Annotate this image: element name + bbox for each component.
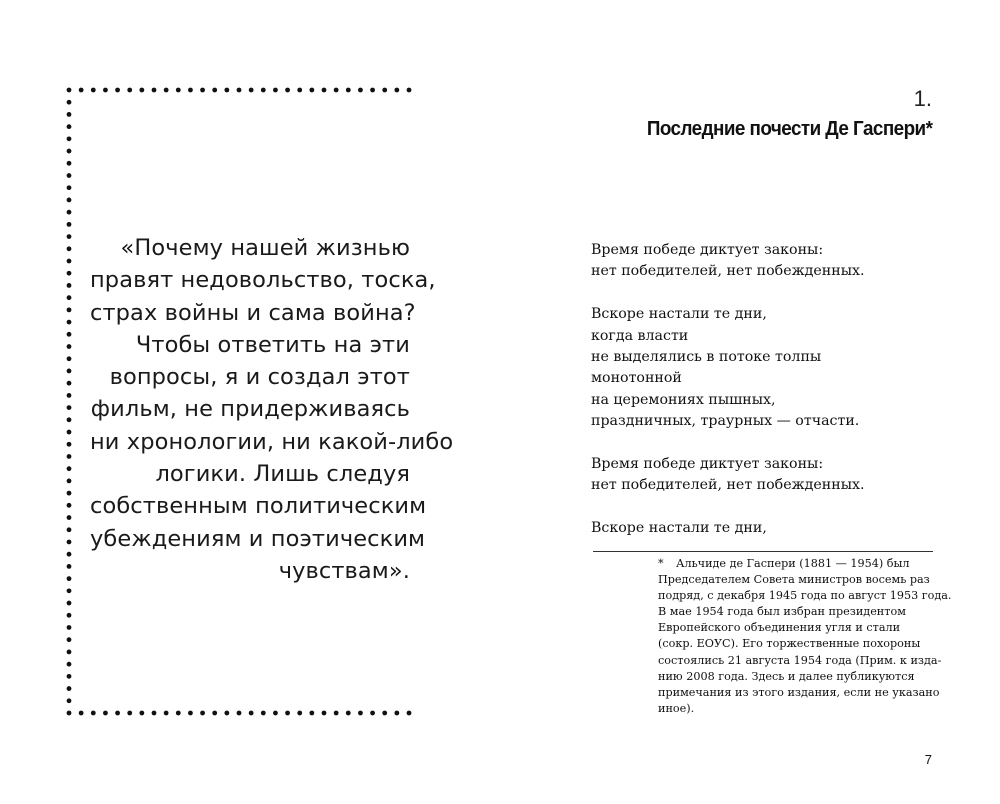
- poem-line: нет победителей, нет побежденных.: [591, 263, 865, 280]
- frame-dot: [309, 711, 314, 716]
- frame-dot: [67, 344, 72, 349]
- footnote-line: Альчиде де Гаспери (1881 — 1954) был: [676, 557, 910, 570]
- frame-dot: [67, 479, 72, 484]
- frame-dot: [67, 637, 72, 642]
- frame-dot: [358, 88, 363, 93]
- frame-dot: [67, 198, 72, 203]
- frame-dot: [67, 173, 72, 178]
- frame-dot: [127, 88, 132, 93]
- frame-dot: [382, 711, 387, 716]
- frame-dot: [67, 613, 72, 618]
- frame-dot: [67, 540, 72, 545]
- frame-dot: [152, 711, 157, 716]
- frame-dot: [297, 711, 302, 716]
- frame-dot: [67, 405, 72, 410]
- frame-dot: [67, 417, 72, 422]
- frame-dot: [115, 88, 120, 93]
- frame-dot: [370, 711, 375, 716]
- quote-line: чувствам».: [278, 557, 410, 584]
- frame-dot: [370, 88, 375, 93]
- frame-dot: [176, 88, 181, 93]
- frame-dot: [139, 711, 144, 716]
- frame-dot: [346, 711, 351, 716]
- frame-dot: [67, 381, 72, 386]
- frame-dot: [237, 711, 242, 716]
- footnote-line: иное).: [658, 701, 695, 715]
- frame-dot: [79, 711, 84, 716]
- frame-dot: [67, 210, 72, 215]
- frame-dot: [67, 466, 72, 471]
- frame-dot: [127, 711, 132, 716]
- frame-dot: [67, 234, 72, 239]
- frame-dot: [152, 88, 157, 93]
- footnote-line: нию 2008 года. Здесь и далее публикуются: [658, 669, 915, 683]
- footnote: [658, 556, 952, 717]
- frame-dot: [394, 711, 399, 716]
- frame-dot: [67, 698, 72, 703]
- frame-dot: [103, 88, 108, 93]
- quote-line: логики. Лишь следуя: [155, 461, 410, 488]
- frame-dot: [285, 711, 290, 716]
- frame-dot: [67, 601, 72, 606]
- frame-dot: [67, 527, 72, 532]
- frame-dot: [273, 88, 278, 93]
- frame-dot: [334, 88, 339, 93]
- frame-dot: [67, 576, 72, 581]
- frame-dot: [67, 283, 72, 288]
- frame-dot: [67, 149, 72, 154]
- frame-dot: [237, 88, 242, 93]
- quote-line: страх войны и сама война?: [90, 299, 416, 326]
- frame-dot: [67, 259, 72, 264]
- poem: [591, 240, 951, 539]
- frame-dot: [67, 185, 72, 190]
- frame-dot: [261, 711, 266, 716]
- frame-dot: [67, 222, 72, 227]
- footnote-line: Председателем Совета министров восемь раз: [658, 573, 930, 587]
- chapter-number: 1.: [913, 86, 932, 111]
- frame-dot: [67, 686, 72, 691]
- frame-dot: [67, 662, 72, 667]
- frame-dot: [67, 136, 72, 141]
- footnote-line: подряд, с декабря 1945 года по август 1953 года.: [658, 589, 952, 603]
- frame-dot: [261, 88, 266, 93]
- frame-dot: [273, 711, 278, 716]
- frame-dot: [224, 88, 229, 93]
- page-number: 7: [924, 752, 932, 767]
- frame-dot: [67, 356, 72, 361]
- frame-dot: [103, 711, 108, 716]
- quote-line: вопросы, я и создал этот: [109, 364, 410, 391]
- frame-dot: [297, 88, 302, 93]
- frame-dot: [212, 88, 217, 93]
- frame-dot: [115, 711, 120, 716]
- frame-dot: [67, 112, 72, 117]
- footnote-line: Европейского объединения угля и стали: [658, 621, 901, 635]
- poem-line: на церемониях пышных,: [591, 391, 776, 408]
- frame-dot: [67, 271, 72, 276]
- frame-dot: [67, 503, 72, 508]
- frame-dot: [91, 711, 96, 716]
- frame-dot: [224, 711, 229, 716]
- frame-dot: [67, 711, 72, 716]
- poem-line: нет победителей, нет побежденных.: [591, 477, 865, 494]
- quote-line: Чтобы ответить на эти: [135, 331, 410, 358]
- quote-line: ни хронологии, ни какой-либо: [90, 428, 454, 455]
- frame-dot: [285, 88, 290, 93]
- quote-line: фильм, не придерживаясь: [90, 396, 410, 423]
- frame-dot: [164, 88, 169, 93]
- frame-dot: [67, 430, 72, 435]
- frame-dot: [91, 88, 96, 93]
- poem-line: Время победе диктует законы:: [591, 455, 824, 472]
- frame-dot: [67, 88, 72, 93]
- frame-dot: [249, 88, 254, 93]
- frame-dot: [249, 711, 254, 716]
- frame-dot: [164, 711, 169, 716]
- poem-line: Вскоре настали те дни,: [591, 520, 767, 537]
- epigraph-quote: [90, 232, 454, 587]
- footnote-line: В мае 1954 года был избран президентом: [658, 605, 906, 619]
- poem-line: монотонной: [591, 370, 682, 387]
- frame-dot: [67, 320, 72, 325]
- frame-dot: [67, 295, 72, 300]
- frame-dot: [67, 588, 72, 593]
- frame-dot: [212, 711, 217, 716]
- frame-dot: [67, 564, 72, 569]
- frame-dot: [358, 711, 363, 716]
- frame-dot: [67, 491, 72, 496]
- frame-dot: [67, 454, 72, 459]
- frame-dot: [67, 674, 72, 679]
- frame-dot: [322, 88, 327, 93]
- frame-dot: [67, 369, 72, 374]
- frame-dot: [67, 100, 72, 105]
- frame-dot: [188, 711, 193, 716]
- poem-line: Время победе диктует законы:: [591, 242, 824, 258]
- frame-dot: [382, 88, 387, 93]
- frame-dot: [67, 625, 72, 630]
- frame-dot: [176, 711, 181, 716]
- frame-dot: [67, 515, 72, 520]
- quote-line: «Почему нашей жизнью: [120, 235, 410, 261]
- footnote-marker: *: [658, 557, 664, 570]
- frame-dot: [200, 711, 205, 716]
- frame-dot: [322, 711, 327, 716]
- quote-line: убеждениям и поэтическим: [90, 525, 426, 552]
- quote-line: собственным политическим: [90, 493, 427, 520]
- footnote-line: примечания из этого издания, если не указано: [658, 685, 940, 699]
- frame-dot: [188, 88, 193, 93]
- frame-dot: [407, 88, 412, 93]
- frame-dot: [67, 161, 72, 166]
- footnote-line: (сокр. ЕОУС). Его торжественные похороны: [658, 637, 921, 651]
- frame-dot: [67, 307, 72, 312]
- frame-dot: [67, 552, 72, 557]
- poem-line: когда власти: [591, 327, 689, 344]
- poem-line: праздничных, траурных — отчасти.: [591, 413, 860, 430]
- frame-dot: [67, 332, 72, 337]
- frame-dot: [309, 88, 314, 93]
- frame-dot: [139, 88, 144, 93]
- footnote-line: состоялись 21 августа 1954 года (Прим. к изда-: [658, 653, 942, 667]
- chapter-title: Последние почести Де Гаспери*: [646, 117, 932, 140]
- frame-dot: [67, 246, 72, 251]
- footnote-divider: [593, 551, 933, 552]
- poem-line: не выделялись в потоке толпы: [591, 348, 822, 365]
- frame-dot: [67, 650, 72, 655]
- frame-dot: [79, 88, 84, 93]
- frame-dot: [394, 88, 399, 93]
- quote-line: правят недовольство, тоска,: [90, 267, 436, 294]
- frame-dot: [407, 711, 412, 716]
- frame-dot: [67, 393, 72, 398]
- frame-dot: [67, 442, 72, 447]
- poem-line: Вскоре настали те дни,: [591, 306, 767, 323]
- frame-dot: [67, 124, 72, 129]
- frame-dot: [334, 711, 339, 716]
- frame-dot: [200, 88, 205, 93]
- frame-dot: [346, 88, 351, 93]
